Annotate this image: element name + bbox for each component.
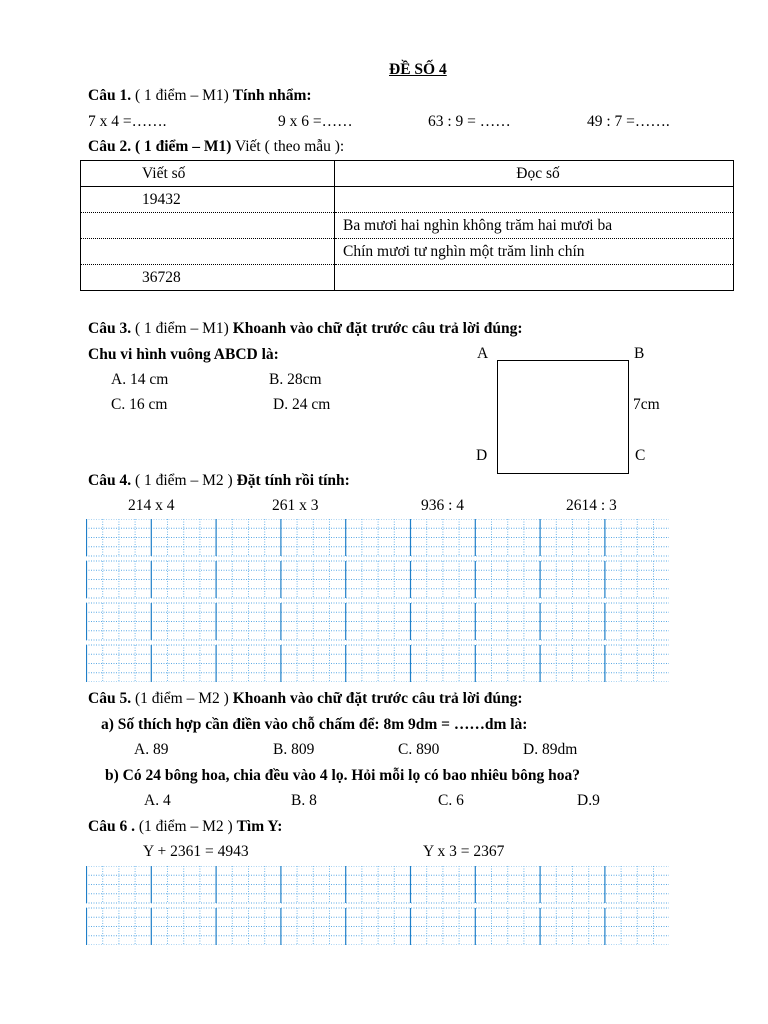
q5a-option-a[interactable]: A. 89	[134, 741, 169, 758]
table-header-row	[81, 161, 734, 187]
q4-item-2: 261 x 3	[272, 497, 319, 514]
table-row	[81, 265, 734, 291]
q3-option-a[interactable]: A. 14 cm	[111, 371, 169, 388]
q3-option-b[interactable]: B. 28cm	[269, 371, 322, 388]
q5b-option-c[interactable]: C. 6	[438, 792, 464, 809]
q3-question: Chu vi hình vuông ABCD là:	[88, 346, 279, 363]
page-title: ĐỀ SỐ 4	[389, 61, 447, 78]
vertex-d-label: D	[476, 447, 488, 464]
q5b-option-a[interactable]: A. 4	[144, 792, 171, 809]
question-3-task: Khoanh vào chữ đặt trước câu trả lời đúng:	[232, 320, 523, 337]
question-4-task: Đặt tính rồi tính:	[236, 472, 350, 489]
question-1-points: ( 1 điểm – M1)	[131, 87, 233, 104]
q1-item-3: 63 : 9 = ……	[428, 113, 511, 130]
words-cell: Chín mươi tư nghìn một trăm linh chín	[335, 239, 734, 265]
vertex-b-label: B	[634, 345, 645, 362]
q4-item-4: 2614 : 3	[566, 497, 617, 514]
q5a-option-d[interactable]: D. 89dm	[523, 741, 578, 758]
q4-item-1: 214 x 4	[128, 497, 175, 514]
words-cell[interactable]	[335, 265, 734, 291]
q6-item-2: Y x 3 = 2367	[423, 843, 505, 860]
question-3-points: ( 1 điểm – M1)	[131, 320, 233, 337]
header-read-number: Đọc số	[335, 161, 734, 187]
number-cell[interactable]	[81, 239, 335, 265]
question-1-label: Câu 1.	[88, 87, 132, 104]
question-2-label: Câu 2. ( 1 điểm – M1)	[88, 138, 232, 155]
grid-lines	[86, 866, 669, 945]
question-6-task: Tìm Y:	[236, 818, 283, 835]
question-1-task: Tính nhẩm:	[232, 87, 312, 104]
vertex-c-label: C	[635, 447, 646, 464]
question-5-header	[88, 690, 523, 708]
question-5-label: Câu 5.	[88, 690, 132, 707]
number-cell[interactable]	[81, 213, 335, 239]
question-2-header	[88, 138, 344, 156]
words-cell[interactable]	[335, 187, 734, 213]
question-4-points: ( 1 điểm – M2 )	[131, 472, 237, 489]
number-words-table	[80, 160, 734, 291]
question-3-label: Câu 3.	[88, 320, 132, 337]
q5a-option-c[interactable]: C. 890	[398, 741, 440, 758]
question-2-task: Viết ( theo mẫu ):	[231, 138, 345, 155]
table-row	[81, 213, 734, 239]
question-1-header	[88, 87, 312, 105]
q3-option-c[interactable]: C. 16 cm	[111, 396, 168, 413]
question-5-points: (1 điểm – M2 )	[131, 690, 233, 707]
table-row	[81, 187, 734, 213]
q3-option-d[interactable]: D. 24 cm	[273, 396, 331, 413]
question-5-task: Khoanh vào chữ đặt trước câu trả lời đúng:	[232, 690, 523, 707]
table-row	[81, 239, 734, 265]
question-6-label: Câu 6 .	[88, 818, 135, 835]
square-abcd	[497, 360, 629, 474]
q5b-question: b) Có 24 bông hoa, chia đều vào 4 lọ. Hỏi mỗi lọ có bao nhiêu bông hoa?	[105, 767, 580, 784]
side-length-label: 7cm	[633, 396, 660, 413]
question-6-points: (1 điểm – M2 )	[134, 818, 237, 835]
number-cell: 19432	[81, 187, 335, 213]
q5a-option-b[interactable]: B. 809	[273, 741, 315, 758]
q4-work-grid[interactable]	[86, 519, 669, 684]
q6-work-grid[interactable]	[86, 866, 669, 947]
question-3-header	[88, 320, 523, 338]
q1-item-1: 7 x 4 =…….	[88, 113, 167, 130]
q1-item-4: 49 : 7 =…….	[587, 113, 670, 130]
header-write-number: Viết số	[81, 161, 335, 187]
vertex-a-label: A	[477, 345, 489, 362]
q5b-option-b[interactable]: B. 8	[291, 792, 317, 809]
q4-item-3: 936 : 4	[421, 497, 465, 514]
q6-item-1: Y + 2361 = 4943	[143, 843, 249, 860]
q5b-option-d[interactable]: D.9	[577, 792, 600, 809]
number-cell: 36728	[81, 265, 335, 291]
question-6-header	[88, 818, 282, 836]
grid-lines	[86, 519, 669, 682]
q1-item-2: 9 x 6 =……	[278, 113, 353, 130]
question-4-label: Câu 4.	[88, 472, 132, 489]
q5a-question: a) Số thích hợp cần điền vào chỗ chấm để: 8m 9dm = ……dm là:	[101, 716, 528, 733]
words-cell: Ba mươi hai nghìn không trăm hai mươi ba	[335, 213, 734, 239]
question-4-header	[88, 472, 350, 490]
